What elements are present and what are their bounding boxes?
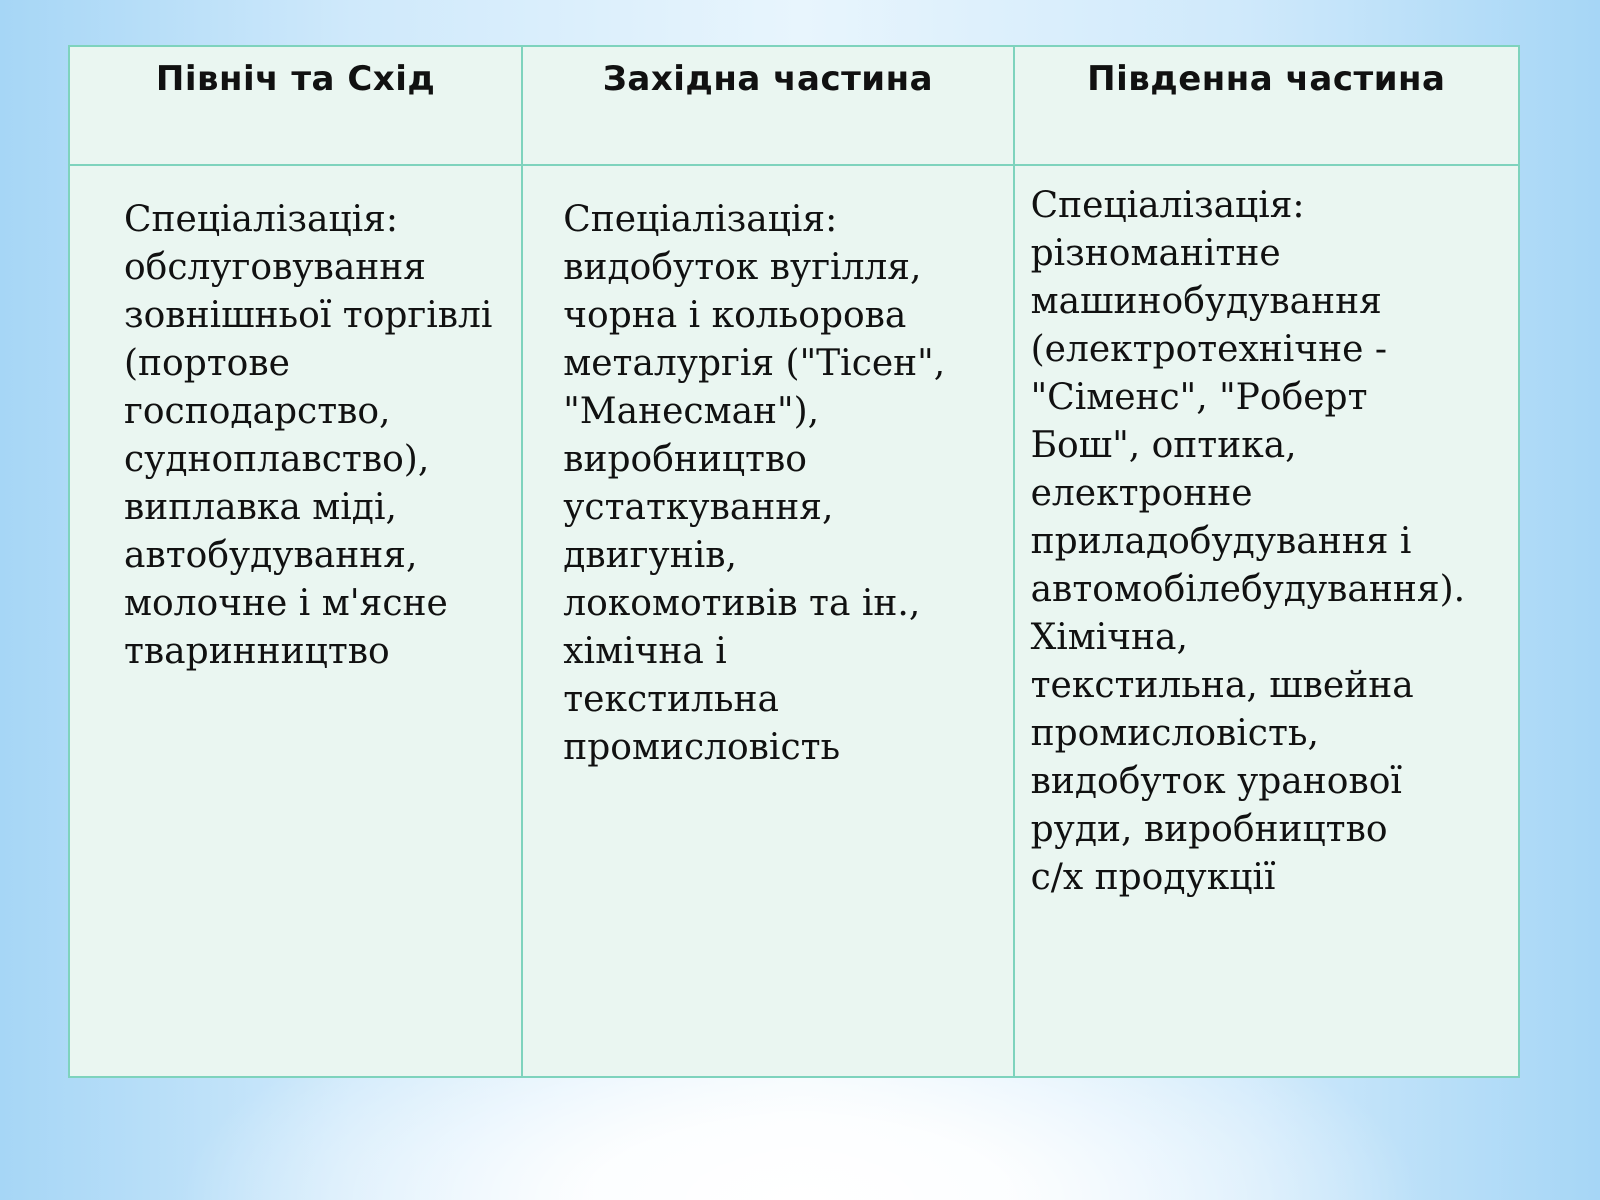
header-western-part: Західна частина [522, 46, 1013, 165]
cell-north-east-specialization: Спеціалізація: обслуговування зовнішньої торгівлі (портове господарство, судноплавство), виплавка міді, автобудування, молочне і м'ясне тваринництво [69, 165, 522, 1077]
header-southern-part: Південна частина [1014, 46, 1519, 165]
regions-table [68, 45, 1520, 1078]
cell-western-part-specialization: Спеціалізація: видобуток вугілля, чорна і кольорова металургія ("Тісен", "Манесман"), виробництво устаткування, двигунів, локомотивів та ін., хімічна і текстильна промисловість [522, 165, 1013, 1077]
table-row [69, 165, 1519, 1077]
table-header-row [69, 46, 1519, 165]
cell-southern-part-specialization: Спеціалізація: різноманітне машинобудування (електротехнічне - "Сіменс", "Роберт Бош", оптика, електронне приладобудування і автомобілебудування). Хімічна, текстильна, швейна промисловість, видобуток уранової руди, виробництво с/х продукції [1014, 165, 1519, 1077]
header-north-east: Північ та Схід [69, 46, 522, 165]
